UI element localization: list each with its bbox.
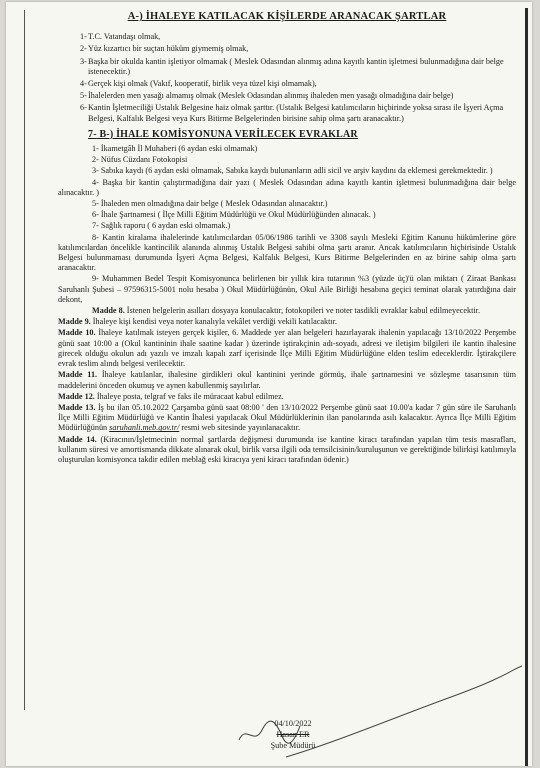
signature-block <box>238 718 348 751</box>
item-text: Kantin İşletmeciliği Ustalık Belgesine haiz olmak şarttır. (Ustalık Belgesi katılımcıların hiçbirinde yoksa sırası ile İşyeri Açma Belgesi, Kalfalık Belgesi veya Kurs Bitirme Belgelerinden birisine sahip olma şartı aranacaktır.) <box>88 103 504 123</box>
article-text: İhaleye kişi kendisi veya noter kanalıyla vekâlet verdiği vekili katılacaktır. <box>90 317 337 327</box>
document-body <box>58 12 516 466</box>
list-item <box>58 79 516 89</box>
item-number: 2- <box>80 44 87 54</box>
list-item: 2- Nüfus Cüzdanı Fotokopisi <box>92 155 188 165</box>
list-item: 3- Sabıka kaydı (6 aydan eski olmamak, Sabıka kaydı bulunanların adli sicil ve arşiv kaydını da eklemesi gerekmektedir. ) <box>92 166 493 176</box>
list-item <box>58 103 516 123</box>
list-item: 8- Kantin kiralama ihalelerinde katılımcılardan 05/06/1986 tarihli ve 3308 sayılı Mesleki Eğitim Kanunu hükümlerine göre katılımcılardan öncelikle kantincilik alanında alınmış Ustalık Belgesi sahibi olma şartı aranır. Ancak katılımcıların hiçbirisinde Ustalık Belgesi bulunmaması durumunda İşyeri Açma Belgesi, Kalfalık Belgesi, Kurs Bitirme Belgelerinden en az birine sahip olma şartı aranacaktır. <box>58 232 516 273</box>
article-label: Madde 9. <box>58 317 91 327</box>
item-text: T.C. Vatandaşı olmak, <box>88 32 161 42</box>
list-item: 6- İhale Şartnamesi ( İlçe Milli Eğitim Müdürlüğü ve Okul Müdürlüğünden alınacak. ) <box>92 210 376 220</box>
article-label: Madde 14. <box>58 434 97 444</box>
article-text: İhaleye katılanlar, ihalesine girdikleri okul kantinini yerinde görmüş, ihale şartnamesini ve sözleşme tasarısının tüm maddelerini önceden okumuş ve aynen kabullenmiş sayılırlar. <box>58 370 516 390</box>
document-page <box>6 2 532 766</box>
list-item: 5- İhaleden men olmadığına dair belge ( Meslek Odasından alınacaktır.) <box>92 199 328 209</box>
article-text: (Kiracının/İşletmecinin normal şartlarda değişmesi durumunda ise kantine kiracı tarafından yapılan tüm tesis masrafları, kullanım süresi ve amortismanda dikkate alınarak okul, birlik varsa ilgili oda temsilcisinin/kuruluşunun ve gerektiğinde bilirkişi katılımıyla oluşturulan komisyonca takdir edilen meblağ eski kiracıya yeni kiracı tarafından ödenir.) <box>58 434 516 464</box>
list-item <box>58 91 516 101</box>
list-item: 7- Sağlık raporu ( 6 aydan eski olmamak.) <box>92 221 231 231</box>
article-text: İş bu ilan 05.10.2022 Çarşamba günü saat 08:00 ' den 13/10/2022 Perşembe günü saat 10.00'a kadar 7 gün süre ile Saruhanlı İlçe Milli Eğitim Müdürlüğü ve Kantin İhalesi yapılacak Okul Müdürlüklerinin ilan panolarında asılı kalacaktır. Ayrıca İlçe Milli Eğitim Müdürlüğünün <box>58 402 516 433</box>
item-number: 6- <box>80 103 87 113</box>
article-text: İstenen belgelerin asılları dosyaya konulacaktır, fotokopileri ve noter tasdikli evraklar kabul edilmeyecektir. <box>124 306 480 316</box>
article-label: Madde 12. <box>58 391 95 401</box>
list-item: 4- Başka bir kantin çalıştırmadığına dair yazı ( Meslek Odasından adına kayıtlı kantin işletmesi bulunmadığına dair belge alınacaktır. ) <box>58 177 516 197</box>
list-item <box>58 44 516 54</box>
article-text: İhaleye katılmak isteyen gerçek kişiler, 6. Maddede yer alan belgeleri hazırlayarak ihalenin yapılacağı 13/10/2022 Perşembe günü saat 10:00 a (Okul kantininin ihale saatine kadar ) üzerinde iştirakçinin adı-soyadı, adresi ve iletişim bilgileri ile kantin ihalesine girecek olduğu okulun adı yazılı ve imzalı kapalı zarf içerisinde İlçe Milli Eğitim Müdürlüğüne elden teslim edeceklerdir. İştirakçilere evrak teslim alındı belgesi verilecektir. <box>58 328 516 369</box>
item-number: 1- <box>80 32 87 42</box>
item-text: Gerçek kişi olmak (Vakıf, kooperatif, birlik veya tüzel kişi olmamak), <box>88 79 317 89</box>
article-12 <box>58 392 516 402</box>
section-b-heading: B-) İHALE KOMİSYONUNA VERİLECEK EVRAKLAR <box>99 128 358 140</box>
section-b-number: 7- <box>88 128 97 140</box>
article-text-tail: resmi web sitesinde yayınlanacaktır. <box>179 423 301 433</box>
article-label: Madde 10. <box>58 328 96 338</box>
list-item: 1- İkametgâh İl Muhaberi (6 aydan eski olmamak) <box>92 144 258 154</box>
list-item <box>58 32 516 42</box>
article-text: İhaleye posta, telgraf ve faks ile müracaat kabul edilmez. <box>94 391 284 401</box>
article-10 <box>58 328 516 369</box>
right-border-line <box>525 8 528 766</box>
section-a-title: A-) İHALEYE KATILACAK KİŞİLERDE ARANACAK ŞARTLAR <box>127 11 447 22</box>
requirements-list <box>58 32 516 124</box>
article-label: Madde 11. <box>58 370 98 380</box>
section-b-title <box>88 130 516 140</box>
article-14 <box>58 435 516 466</box>
item-text: Yüz kızartıcı bir suçtan hüküm giymemiş olmak, <box>88 44 249 54</box>
article-13 <box>58 403 516 434</box>
left-margin-line <box>24 10 25 710</box>
item-text: Başka bir okulda kantin işletiyor olmamak ( Meslek Odasından alınmış adına kayıtlı kantin işletmesi bulunmadığına dair belge istenecektir.) <box>88 56 504 76</box>
signatory-name: Hasan ER <box>276 730 310 739</box>
article-8 <box>58 306 516 316</box>
documents-list <box>58 144 516 305</box>
article-9 <box>58 317 516 327</box>
article-11 <box>58 370 516 390</box>
website-link[interactable]: saruhanli.meb.gov.tr/ <box>109 423 180 433</box>
article-label: Madde 13. <box>58 402 96 412</box>
item-number: 4- <box>80 79 87 89</box>
list-item <box>58 57 516 77</box>
signatory-title: Şube Müdürü <box>270 741 316 750</box>
list-item: 9- Muhammen Bedel Tespit Komisyonunca belirlenen bir yıllık kira tutarının %3 (yüzde üç)'ü olan miktarı ( Ziraat Bankası Saruhanlı Şubesi – 97596315-5001 nolu hesaba ) Okul Müdürlüğünün, Okul Aile Birliği hesabına geçici teminat olarak yatırdığına dair dekont, <box>58 274 516 304</box>
articles <box>58 306 516 465</box>
article-label: Madde 8. <box>92 306 125 316</box>
signature-date: 04/10/2022 <box>274 719 312 728</box>
item-number: 3- <box>80 56 87 66</box>
item-text: İhalelerden men yasağı almamış olmak (Meslek Odasından alınmış ihaleden men yasağı olmadığına dair belge) <box>88 91 454 101</box>
item-number: 5- <box>80 91 87 101</box>
